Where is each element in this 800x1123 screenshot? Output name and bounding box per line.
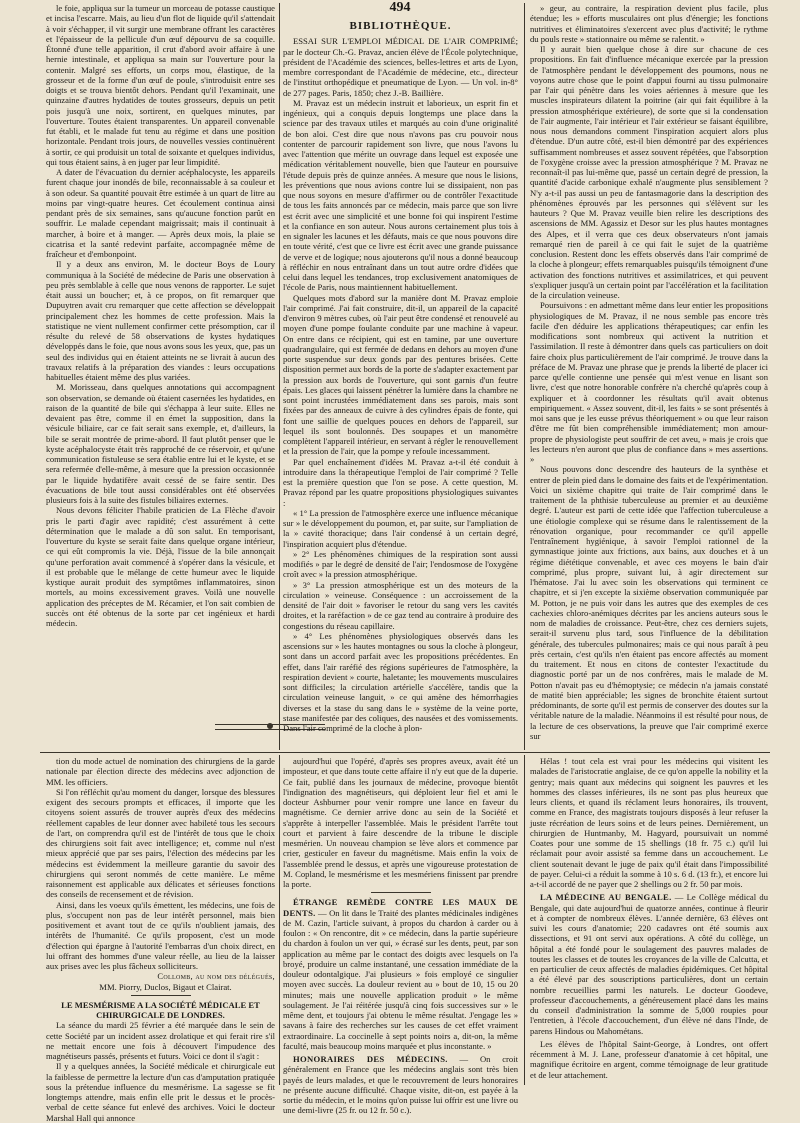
item-remede-dents: ÉTRANGE REMÈDE CONTRE LES MAUX DE DENTS. — On lit dans le Traité des plantes médicinales indigènes de M. Cazin, l'article suivant, à propos du chardon à carder ou à foulon : « On rencontre, dit » ce médecin, dans la partie supérieure du chardon à foulon un ver qui, » écrasé sur les dents, peut, par son application au même par le contact des doigts avec lesquels on l'a broyé, produire un calme instantané, une cessation immédiate de la douleur odontalgique. J'ai plusieurs » fois employé ce singulier moyen avec succès. La douleur revient au » bout de 10, 15 ou 20 minutes; mais une nouvelle application produit » le même soulagement. Je l'ai réitérée jusqu'à cinq fois successives sur » le même dent, et toujours j'ai obtenu le même résultat. J'engage les » savans à faire des recherches sur les causes de cet effet vraiment extraordinaire. La coccinelle à sept points noirs a, dit-on, la même faculté, mais beaucoup moins marquée et plus inconstante. » (283, 897, 518, 1051)
paragraph: » geur, au contraire, la respiration devient plus facile, plus étendue; les » efforts musculaires ont plus d'énergie; les fonctions nutritives et éliminatoires s'exercent avec plus d'activité; le rythme du pouls reste » stationnaire ou même se ralentit. » (530, 3, 768, 44)
paragraph: le foie, appliqua sur la tumeur un morceau de potasse caustique et incisa l'escarre. Mais, au lieu d'un flot de liquide qu'il s'attendait à voir s'échapper, il vit surgir une membrane offrant les caractères et l'épaisseur de la pellicule d'un œuf dépourvu de sa coquille. Étonné d'une telle apparition, il crut d'abord avoir affaire à une hernie intestinale, et appliqua sa main sur l'ouverture pour la contenir. Malgré ses efforts, un corps mou, élastique, de la grosseur et de la forme d'un œuf de poule, s'introduisit entre ses doigts et se trouva bientôt dehors. Pendant qu'il l'examinait, une quinzaine d'autres hydatides de toutes grosseurs, depuis un petit pois jusqu'à une noix, sortirent, en quelques minutes, par l'ouverture. Toutes étaient transparentes. Un appareil convenable fut établi, et le malade fut tenu au régime et dans une position horizontale. Pendant trois jours, de nouvelles vessies continuèrent à sortir, ce qui produisit un total de soixante et quelques individus, qui tous étaient sains, à en juger par leur limpidité. (46, 3, 275, 167)
paragraph: » 4° Les phénomènes physiologiques observés dans les ascensions sur » les hautes montagnes ou sous la cloche à plongeur, sont dans un accord parfait avec les propositions précédentes. En effet, dans l'air raréfié des régions supérieures de l'atmosphère, la respiration devient » courte, haletante; les mouvements musculaires sont difficiles; la circulation artérielle s'accélère, tandis que la circulation veineuse languit, » ce qui amène des hémorrhagies diverses et la stase du sang dans le » système de la veine porte, stase manifestée par des coliques, des nausées et des vomissements. Dans l'air comprimé de la cloche à plon- (283, 630, 518, 733)
column-divider-top-1 (279, 3, 280, 750)
paragraph: A dater de l'évacuation du dernier acéphalocyste, les appareils furent chaque jour inondés de bile, reconnaissable à sa couleur et à son odeur. Sa quantité pouvait être estimée à un quart de litre au moins par vingt-quatre heures. Cet écoulement continua ainsi pendant près de six semaines, sans qu'aucune fonction parût en souffrir. Le malade cependant maigrissait; mais il continuait à marcher, à boire et à manger. — Après deux mois, la plaie se cicatrisa et la santé redevint parfaite, accompagnée même de fraîcheur et d'embonpoint. (46, 167, 275, 259)
paragraph: Hélas ! tout cela est vrai pour les médecins qui visitent les malades de l'aristocratie anglaise, de ce qu'on appelle la nobility et la gentry; mais quant aux médecins qui soignent les pauvres et les hommes des classes inférieures, ils ne sont pas plus heureux que leurs clients, et quand ils réclament leurs honoraires, ils trouvent, comme en France, des magistrats toujours disposés à leur refuser la juste récréation de leurs soins et de leurs peines. Dernièrement, un chirurgien de Huntmanby, M. Hagyard, poursuivait un nommé Coates pour une somme de 15 shellings (18 fr. 75 c.) qu'il lui réclamait pour avoir assisté sa femme dans un accouchement. Le client soutenait devant le juge de paix qu'il était dans l'impossibilité de payer. Celui-ci a réduit la somme à 10 s. 6 d. (13 fr.), et encore lui a-t-il accordé de ne payer que 2 shellings ou 2 fr. 50 par mois. (530, 756, 768, 889)
item-bengale: LA MÉDECINE AU BENGALE. — Le Collège médical du Bengale, qui date aujourd'hui de quatorze années, continue à fleurir et à compter de nombreux élèves. L'année dernière, 63 élèves ont suivi les cours d'anatomie; 220 cadavres ont été soumis aux dissections, et 91 ont servi aux opérations. A côté du collège, un hôpital a été fondé pour le soulagement des pauvres malades de toutes les classes et de toutes les croyances de la ville de Calcutta, et en particulier de ceux affectés de maladies épidémiques. Cet hôpital a été élevé par des souscriptions particulières, dont un certain nombre recueillies parmi les naturels. Le docteur Goodeve, professeur d'accouchements, a généreusement placé dans les mains du conseil d'administration la somme de 5,000 roupies pour l'entretien, à l'école d'accouchement, d'un élève né dans l'Inde, de parens Hindous ou Mahométans. (530, 892, 768, 1036)
paragraph: La séance du mardi 25 février a été marquée dans le sein de cette Société par un incident assez drolatique et qui ferait rire s'il ne mettait encore une fois à découvert l'impudence des magnétiseurs passés, présents et futurs. Voici ce dont il s'agit : (46, 1020, 275, 1061)
column-divider-top-2 (524, 3, 525, 750)
section-title-mesmerisme: LE MESMÉRISME A LA SOCIÉTÉ MÉDICALE ET CHIRURGICALE DE LONDRES. (61, 999, 260, 1020)
paragraph: ESSAI SUR L'EMPLOI MÉDICAL DE L'AIR COMPRIMÉ; par le docteur Ch.-G. Pravaz, ancien élève de l'École polytechnique, président de l'Académie des sciences, belles-lettres et arts de Lyon, membre correspondant de l'Académie de médecine, etc., directeur de l'institut orthopédique et pneumatique de Lyon. — Un vol. in-8° de 277 pages. Paris, 1850; chez J.-B. Baillière. (283, 36, 518, 98)
horizontal-divider (40, 752, 770, 753)
paragraph: Il y a deux ans environ, M. le docteur Boys de Loury communiqua à la Société de médecine de Paris une observation à peu près semblable à celle que nous venons de rapporter. Le sujet était aussi un boucher; et, à ce propos, on fit remarquer que Dupuytren avait cru remarquer que cette affection se développait principalement chez les hommes de cette profession. Mais la statistique ne vient nullement confirmer cette présomption, car il résulte du relevé de 58 observations de kystes hydatiques développés dans le foie, que nous avons sous les yeux, que, pas un seul des individus qui en étaient atteints ne se livrait à aucun des travaux relatifs à la préparation des viandes : leurs occupations habituelles étaient même des plus variées. (46, 259, 275, 382)
paragraph: aujourd'hui que l'opéré, d'après ses propres aveux, avait été un imposteur, et que dans toute cette affaire il n'y eut que de la duperie. Ce fait, publié dans les journaux de médecine, provoque bientôt l'indignation des magnétiseurs, qui déploient leur fiel et ami le docteur Ashburner pour venir rompre une lance en faveur du magnétisme. Ce dernier arrive donc au sein de la Société et s'apprête à interpeller l'assemblée. Mais le président l'arrête tout court et parvient à faire descendre de la tribune le disciple mesmérien. Un nouveau champion se lève alors et commence par crier, gesticuler en faveur du magnétisme. Mais enfin la voix de l'assemblée prend le dessus, et après une vigoureuse protestation de M. Copland, le mesmérisme et les mesmériens finissent par prendre la porte. (283, 756, 518, 889)
paragraph: M. Morisseau, dans quelques annotations qui accompagnent son observation, se demande où étaient casernées les hydatides, en raison de la quantité de bile qui s'échappa à leur suite. Elles ne devaient pas être, comme il en émet la supposition, dans la vésicule biliaire, car ce fait serait sans exemple, et, d'ailleurs, la bile se serait montrée de prime-abord. Il faut plutôt penser que le kyste acéphalocyste était très rapproché de ce réservoir, et qu'une communication fistuleuse se sera établie entre lui et le kyste, et se sera refermée d'elle-même, à mesure que la pression occasionnée par le liquide hydatifère avait cessé de se faire sentir. Des évacuations de bile tout aussi considérables ont été observées plusieurs fois à la suite des fistules biliaires externes. (46, 382, 275, 505)
paragraph: Si l'on réfléchit qu'au moment du danger, lorsque des blessures exigent des secours prompts et efficaces, il importe que les citoyens soient assurés de trouver auprès d'eux des médecins réellement capables de leur donner avec habileté tous les secours de l'art, on comprendra qu'il est de l'intérêt de tous que le choix des chirurgiens soit fait avec intelligence; et, comme nul n'est mieux apprécié que par ses pairs, l'élection des médecins par les médecins est évidemment la meilleure garantie du savoir des chirurgiens qui seront nommés de cette manière. Le même raisonnement est applicable aux délicates et sérieuses fonctions des conseils de recensement et de révision. (46, 786, 275, 900)
bibliography-title: BIBLIOTHÈQUE. (349, 20, 452, 32)
bottom-middle-column (283, 756, 518, 1116)
paragraph: Il y aurait bien quelque chose à dire sur chacune de ces propositions. En fait d'influence mécanique exercée par la pression de l'atmosphère pendant le développement des poumons, nous ne voyons autre chose que le point d'appui fourni au tissu pulmonaire par l'air qui pénètre dans les voies aériennes à mesure que les muscles inspirateurs dilatent la poitrine (air qui fait équilibre à la pression atmosphérique extérieure), de sorte que si la condensation de l'air augmente, l'air intérieur et l'air extérieur se faisant équilibre, nous nous demandons comment l'inspiration acquiert alors plus d'étendue. D'un autre côté, est-il bien démontré par des expériences suffisamment nombreuses et assez souvent répétées, que l'absorption de l'oxygène croisse avec la pression atmosphérique ? M. Pravaz ne reconnaît-il pas lui-même que, passé un certain degré de pression, la quantité d'acide carbonique exhalé n'augmente plus sensiblement ? N'y a-t-il pas aussi un peu de fantasmagorie dans la description des phénomènes éprouvés par les personnes qui s'élèvent sur les hauteurs ? Que M. Pravaz veuille bien relire les descriptions des ascensions de MM. Agassiz et Desor sur les plus hautes montagnes des Alpes, et il verra que ces deux observateurs n'ont jamais remarqué rien de pareil à ce qui fait le sujet de la quatrième conclusion. Restent donc les effets observés dans l'air comprimé de la cloche à plongeur; effets remarquables puisqu'ils témoignent d'une activation des fonctions nutritives et assimilatrices, et qui peuvent s'expliquer jusqu'à un certain point par l'accélération et la facilitation de la circulation veineuse. (530, 44, 768, 300)
column-divider-bottom-1 (279, 755, 280, 1085)
column-divider-bottom-2 (524, 755, 525, 1085)
page-number: 494 (389, 0, 411, 15)
paragraph: tion du mode actuel de nomination des chirurgiens de la garde nationale par élection directe des médecins avec adjonction de MM. les officiers. (46, 756, 275, 787)
paragraph: Nous devons féliciter l'habile praticien de La Flèche d'avoir pris le parti d'agir avec rapidité; c'est assurément à cette détermination que le malade a dû son salut. En temporisant, l'ouverture du kyste se serait faite dans quelque organe intérieur, ce qui eût compromis la vie. Déjà, l'issue de la bile annonçait qu'une perforation avait commencé à s'opérer dans la vésicule, et il est probable que le mélange de cette humeur avec le liquide kystique aurait produit des symptômes inflammatoires, sinon mortels, au moins excessivement graves. Voilà une nouvelle application des préceptes de M. Récamier, et l'on sait combien de succès ont été obtenus de la sorte par cet ingénieux et hardi médecin. (46, 505, 275, 628)
paragraph: « 1° La pression de l'atmosphère exerce une influence mécanique sur » le développement du poumon, et, par suite, sur l'ampliation de la » cavité thoracique; dans l'air condensé à un certain degré, l'inspiration acquiert plus d'étendue. (283, 507, 518, 549)
signers-list: MM. Piorry, Duclos, Bigaut et Clairat. (99, 981, 232, 992)
signature-collomb: Collomb, au nom des délégués, (157, 971, 275, 982)
top-left-column (46, 3, 275, 721)
small-rule (371, 892, 431, 893)
paragraph: Par quel enchaînement d'idées M. Pravaz a-t-il été conduit à introduire dans la thérapeutique l'emploi de l'air comprimé ? Telle est la première question que l'on se pose. A cette question, M. Pravaz répond par les quatre propositions physiologiques suivantes : (283, 456, 518, 508)
paragraph: » 3° La pression atmosphérique est un des moteurs de la circulation » veineuse. Conséquence : un accroissement de la densité de l'air doit » favoriser le retour du sang vers les cavités droites, et la raréfaction » de ce gaz tend au contraire à produire des congestions du réseau capillaire. (283, 579, 518, 631)
paragraph: Ainsi, dans les voeux qu'ils émettent, les médecins, une fois de plus, s'occupent non pas de leur intérêt personnel, mais bien positivement et avant tout de ce qu'ils n'oublient jamais, des intérêts de l'humanité. Ce qu'ils proposent, c'est un mode d'élection qui épargne à l'autorité l'embarras d'un choix direct, en lui offrant des hommes d'une valeur réelle, au lieu de la laisser aux prises avec les plus fâcheux solliciteurs. (46, 899, 275, 971)
paragraph: Il y a quelques années, la Société médicale et chirurgicale eut la faiblesse de permettre la lecture d'un cas d'amputation pratiquée sous la prétendue influence du mesmérisme. La sagesse se fit longtemps attendre, mais enfin elle prit le dessus et le procès-verbal de cette séance fut enlevé des archives. Voici le docteur Marshal Hall qui annonce (46, 1061, 275, 1123)
small-rule (131, 995, 191, 996)
bottom-right-column (530, 756, 768, 1086)
paragraph: Quelques mots d'abord sur la manière dont M. Pravaz emploie l'air comprimé. J'ai fait construire, dit-il, un appareil de la capacité d'environ 9 mètres cubes, où l'air peut être condensé et renouvelé au moyen d'une pompe foulante conduite par une machine à vapeur. On entre dans ce récipient, qui est en tamine, par une ouverture quadrangulaire, qui est fermée de dedans en dehors au moyen d'une porte suspendue sur deux gonds par des pentures brisées. Cette disposition permet aux bords de la porte de s'adapter exactement par la pression aux bords de l'ouverture, qui sont garnis d'un feutre épais. Les glaces qui laissent pénétrer la lumière dans la chambre ne sont point incrustées immédiatement dans ses parois, mais sont fixées par des anneaux de cuivre à des cylindres épais de fonte, qui font une saillie de quelques pouces en dehors de l'appareil, sur lequel ils sont boulonnés. Des soupapes et un manomètre complètent l'appareil intérieur, en servant à régler le renouvellement et la pression de l'air, que la pompe y refoule incessamment. (283, 292, 518, 457)
item-honoraires: HONORAIRES DES MÉDECINS. — On croit généralement en France que les médecins anglais sont très bien payés de leurs malades, et que le recouvrement de leurs honoraires ne présente aucune difficulté. Chaque visite, dit-on, est payée à la sortie du médecin, et le moins qu'on puisse lui offrir est une livre ou une demi-livre (25 fr. ou 12 fr. 50 c.). (283, 1054, 518, 1116)
item-saint-george: Les élèves de l'hôpital Saint-George, à Londres, ont offert récemment à M. J. Lane, professeur d'anatomie à cet hôpital, une magnifique écritoire en argent, comme témoignage de leur gratitude et de leur attachement. (530, 1038, 768, 1080)
top-right-column (530, 3, 768, 747)
paragraph: » 2° Les phénomènes chimiques de la respiration sont aussi modifiés » par le degré de densité de l'air; l'endosmose de l'oxygène croît avec » la pression atmosphérique. (283, 548, 518, 580)
paragraph: Poursuivons : en admettant même dans leur entier les propositions physiologiques de M. Pravaz, il ne nous semble pas encore très facile d'en déduire les applications thérapeutiques; car enfin les modifications sont nombreux qui activent la nutrition et l'assimilation. Il reste à démontrer dans quels cas particuliers on doit faire choix plus particulièrement de l'air comprimé. Je trouve dans la préface de M. Pravaz une phrase que je prends la liberté de placer ici parce qu'elle contienne une pensée qui m'est venue en lisant son livre, c'est que notre honorable confrère n'a cherché qu'après coup à expliquer et à coordonner les résultats qu'il avait obtenus empiriquement. « Assez souvent, dit-il, les faits » se sont présentés à moi sans que je les eusse prévus théoriquement » ou que leur raison d'être me fût bien compréhensible immédiatement; mon amour-propre de physiologiste peut souffrir de cet aveu, » mais je crois que les lecteurs n'en auront que plus de confiance dans » mes assertions. » (530, 300, 768, 464)
top-middle-column (283, 21, 518, 747)
paragraph: M. Pravaz est un médecin instruit et laborieux, un esprit fin et ingénieux, qui a conquis depuis longtemps une place dans la science par des travaux utiles et marqués au coin d'une originalité de bon aloi. C'est dire que nous n'avons pas cru pouvoir nous contenter de parcourir rapidement son livre, que nous l'avons lu avec l'attention que mérite un ouvrage dans lequel est exposée une médication véritablement nouvelle, bien que l'auteur en poursuive l'étude depuis près de quinze années. A mesure que nous le lisions, les préventions que nous avions contre lui se dissipaient, non pas que nous soyons en mesure d'affirmer ou de contrôler l'exactitude de tous les faits annoncés par ce médecin, mais parce que son livre est écrit avec une simplicité et une bonne foi qui inspirent l'estime et la confiance en son auteur. Nous aurons certainement plus tois à en signaler les lacunes et les défauts, mais ce que nous pouvons dire en toute vérité, c'est que ce livre est écrit avec une grande puissance de verve et de logique; nous ajouterons qu'il nous a donné beaucoup à réfléchir en nous entraînant dans un tout autre ordre d'idées que celui dans lequel les tendances, trop exclusivement anatomiques de l'école de Paris, nous maintiennent habituellement. (283, 97, 518, 293)
bottom-left-column (46, 756, 275, 1123)
paragraph: Nous pouvons donc descendre des hauteurs de la synthèse et entrer de plein pied dans le domaine des faits et de l'expérimentation. Voici un sixième chapitre qui traite de l'air comprimé dans le traitement de la phthisie tuberculeuse au premier et au deuxième degré. L'auteur est parti de cette idée que l'affection tuberculeuse a une étiologie complexe qui se résume dans le ralentissement de la rénovation organique, pour recommander ce qu'il appelle l'entraînement hygiénique, à savoir l'emploi rationnel de la gymnastique jointe aux frictions, aux bains, aux douches et à un régime diététique convenable, et avec ces moyens le bain d'air comprimé, plus propre, suivant lui, à agir directement sur l'hématose. J'ai lu avec soin les observations qui terminent ce chapitre, et si j'en excepte la sixième observation communiquée par M. Potton, je ne puis voir dans les autres que des exemples de ces cachexies chloro-anémiques décrites par les anciens auteurs sous le nom de maladies de croissance. Peut-être, chez ces derniers sujets, serait-il survenu plus tard, sous l'influence de la débilitation générale, des tubercules pulmonaires; mais ce qui nous paraît à peu près certain, c'est qu'ils n'en étaient pas encore affectés au moment du traitement. Et nous en citons de contester l'exactitude du diagnostic porté par un de nos confrères, mais le malade de M. Potton n'avait pas eu d'hémoptysie; ce médecin n'a jamais constaté de matité bien appréciable; les signes de bronchite étaient surtout prédominants, de sorte qu'il est permis de conserver des doutes sur la véritable nature de la maladie. Néanmoins il est résulté pour nous, de la lecture de ces observations, la preuve que l'air comprimé exerce sur (530, 464, 768, 741)
